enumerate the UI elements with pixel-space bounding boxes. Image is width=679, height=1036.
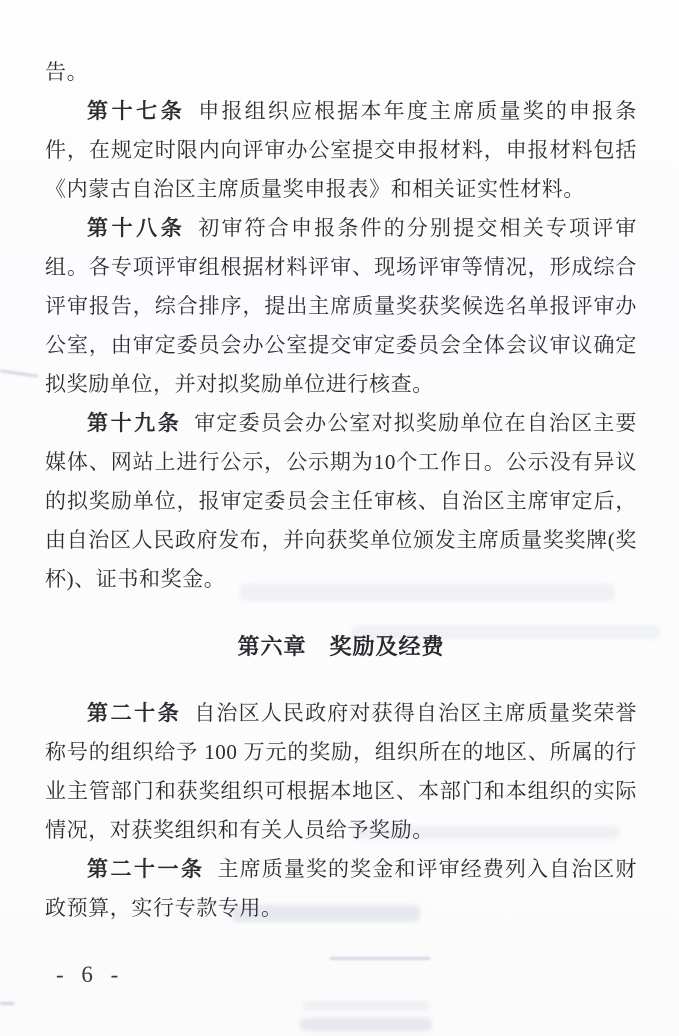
article-18 xyxy=(45,209,637,404)
scan-artifact xyxy=(330,957,430,960)
article-20-term: 第二十条 xyxy=(87,702,182,725)
scan-artifact xyxy=(302,1001,430,1011)
article-17-term: 第十七条 xyxy=(87,100,186,123)
article-19 xyxy=(45,404,637,599)
paragraph-continuation xyxy=(45,53,637,92)
page-number: - 6 - xyxy=(56,962,125,987)
article-17 xyxy=(45,92,637,209)
article-18-text: 初审符合申报条件的分别提交相关专项评审组。各专项评审组根据材料评审、现场评审等情况，形成综合评审报告，综合排序，提出主席质量奖获奖候选名单报评审办公室，由审定委员会办公室提交审定委员会全体会议审议确定拟奖励单位，并对拟奖励单位进行核查。 xyxy=(45,216,637,396)
article-17-text: 申报组织应根据本年度主席质量奖的申报条件，在规定时限内向评审办公室提交申报材料，申报材料包括《内蒙古自治区主席质量奖申报表》和相关证实性材料。 xyxy=(45,99,637,201)
article-20-text: 自治区人民政府对获得自治区主席质量奖荣誉称号的组织给予 100 万元的奖励，组织所在的地区、所属的行业主管部门和获奖组织可根据本地区、本部门和本组织的实际情况，对获奖组织和有关人员给予奖励。 xyxy=(45,701,638,842)
article-20 xyxy=(45,694,637,850)
article-19-text: 审定委员会办公室对拟奖励单位在自治区主要媒体、网站上进行公示，公示期为10个工作日。公示没有异议的拟奖励单位，报审定委员会主任审核、自治区主席审定后，由自治区人民政府发布，并向获奖单位颁发主席质量奖奖牌(奖杯)、证书和奖金。 xyxy=(45,411,638,591)
scan-artifact xyxy=(0,1002,14,1005)
article-19-term: 第十九条 xyxy=(87,412,182,435)
document-body xyxy=(45,53,637,928)
article-18-term: 第十八条 xyxy=(87,217,186,240)
scan-artifact xyxy=(0,369,38,377)
scan-artifact xyxy=(300,1018,432,1031)
article-21 xyxy=(45,850,637,928)
continuation-text: 告。 xyxy=(45,60,89,84)
article-21-text: 主席质量奖的奖金和评审经费列入自治区财政预算，实行专款专用。 xyxy=(45,857,638,920)
article-21-term: 第二十一条 xyxy=(87,858,205,881)
chapter-heading: 第六章 奖励及经费 xyxy=(237,634,445,659)
